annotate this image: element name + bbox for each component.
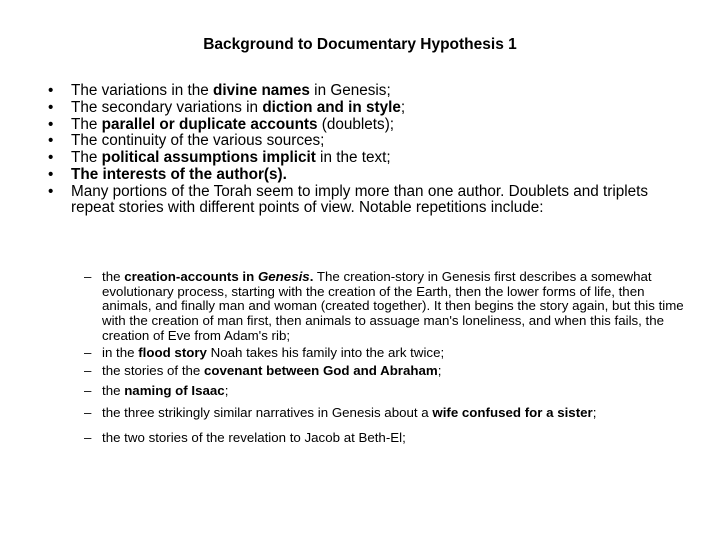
sub-bullet-run: Noah takes his family into the ark twice; bbox=[206, 344, 445, 360]
dash-icon: – bbox=[84, 363, 92, 379]
bullet-run: Many portions of the Torah seem to imply more than one author. Doublets and triplets repeat stories with different points of view. Notable repetitions include: bbox=[71, 182, 649, 217]
bullet-dot-icon: • bbox=[48, 149, 54, 167]
sub-bullet-run: the bbox=[102, 382, 125, 398]
bullet-item bbox=[48, 100, 678, 116]
bullet-run: (doublets); bbox=[317, 115, 395, 133]
sub-bullet-run: creation-accounts in bbox=[124, 269, 258, 284]
sub-bullet-run: in the bbox=[102, 344, 139, 360]
bullet-dot-icon: • bbox=[48, 182, 54, 200]
sub-bullet-run: the three strikingly similar narratives in Genesis about a bbox=[102, 404, 433, 420]
sub-bullet-run: . bbox=[309, 269, 314, 284]
sub-bullet-run: the stories of the bbox=[102, 363, 204, 379]
sub-bullet-run: naming of Isaac bbox=[124, 382, 225, 398]
slide-title: Background to Documentary Hypothesis 1 bbox=[203, 36, 517, 53]
bullet-dot-icon: • bbox=[48, 82, 54, 99]
sub-bullet-run: Genesis bbox=[257, 269, 310, 284]
bullet-dot-icon: • bbox=[48, 115, 54, 133]
bullet-item bbox=[48, 150, 678, 166]
dash-icon: – bbox=[84, 382, 92, 398]
sub-bullet-item bbox=[84, 384, 684, 399]
bullet-item bbox=[48, 83, 678, 99]
bullet-run: divine names bbox=[213, 82, 310, 99]
sub-bullet-run: wife confused for a sister bbox=[432, 404, 593, 420]
sub-bullet-list bbox=[84, 270, 684, 446]
bullet-run: political assumptions implicit bbox=[101, 149, 316, 167]
bullet-run: parallel or duplicate accounts bbox=[101, 115, 318, 133]
bullet-item bbox=[48, 184, 678, 217]
sub-bullet-run: ; bbox=[224, 382, 229, 398]
sub-bullet-item bbox=[84, 431, 684, 446]
sub-bullet-item bbox=[84, 364, 684, 379]
sub-bullet-run: the two stories of the revelation to Jacob at Beth-El; bbox=[102, 430, 406, 446]
bullet-run: The bbox=[71, 115, 102, 133]
bullet-run: The continuity of the various sources; bbox=[71, 132, 325, 150]
sub-bullet-item bbox=[84, 270, 684, 344]
bullet-item bbox=[48, 167, 678, 183]
bullet-run: in Genesis; bbox=[309, 82, 391, 99]
sub-bullet-item bbox=[84, 346, 684, 361]
bullet-dot-icon: • bbox=[48, 98, 54, 116]
dash-icon: – bbox=[84, 344, 92, 360]
dash-icon: – bbox=[84, 404, 92, 420]
sub-bullet-run: ; bbox=[592, 404, 597, 420]
dash-icon: – bbox=[84, 430, 92, 446]
sub-bullet-run: The creation-story in Genesis first describes a somewhat evolutionary process, starting with the creation of the Earth, then the lower forms of life, then animals, and finally man and woman (created together). It then begins the story again, but this time with the creation of man first, then animals to assuage man's loneliness, and when this fails, the creation of Eve from Adam's rib; bbox=[102, 269, 684, 343]
bullet-run: The bbox=[71, 149, 102, 167]
sub-bullet-run: ; bbox=[437, 363, 442, 379]
sub-bullet-item bbox=[84, 406, 684, 421]
bullet-run: The secondary variations in bbox=[71, 98, 263, 116]
bullet-dot-icon: • bbox=[48, 132, 54, 150]
bullet-item bbox=[48, 133, 678, 149]
bullet-run: ; bbox=[400, 98, 406, 116]
bullet-item bbox=[48, 117, 678, 133]
bullet-list bbox=[48, 83, 678, 217]
dash-icon: – bbox=[84, 269, 92, 284]
bullet-run: diction and in style bbox=[262, 98, 401, 116]
bullet-run: The interests of the author(s). bbox=[71, 165, 287, 183]
sub-bullet-run: flood story bbox=[138, 344, 207, 360]
sub-bullet-run: the bbox=[102, 269, 125, 284]
bullet-run: The variations in the bbox=[71, 82, 213, 99]
bullet-run: in the text; bbox=[315, 149, 391, 167]
bullet-dot-icon: • bbox=[48, 165, 54, 183]
sub-bullet-run: covenant between God and Abraham bbox=[204, 363, 438, 379]
